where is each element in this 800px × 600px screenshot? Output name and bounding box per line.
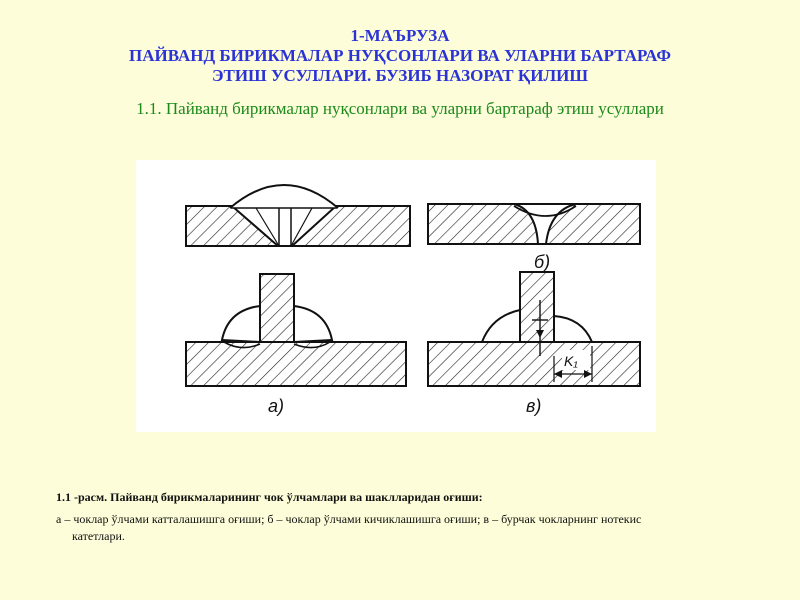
- butt-weld-undersized: [428, 204, 640, 244]
- label-b: б): [534, 252, 551, 272]
- description-line-2: катетлари.: [72, 529, 125, 543]
- lecture-number: 1-МАЪРУЗА: [350, 26, 450, 45]
- label-k1: K₁: [564, 353, 578, 369]
- title-block: [0, 26, 800, 86]
- label-v: в): [526, 396, 542, 416]
- figure-description: [56, 511, 776, 545]
- section-heading: 1.1. Пайванд бирикмалар нуқсонлари ва уларни бартараф этиш усуллари: [136, 99, 664, 118]
- label-a: а): [268, 396, 285, 416]
- weld-defects-figure: [136, 160, 656, 432]
- butt-weld-oversized: [186, 185, 410, 246]
- weld-drawing: [136, 160, 656, 432]
- lecture-title-line-2: ЭТИШ УСУЛЛАРИ. БУЗИБ НАЗОРАТ ҚИЛИШ: [211, 66, 589, 85]
- fillet-tjoint-oversized: [186, 274, 406, 386]
- fillet-tjoint-unequal-legs: [428, 272, 640, 386]
- lecture-title-line-1: ПАЙВАНД БИРИКМАЛАР НУҚСОНЛАРИ ВА УЛАРНИ БАРТАРАФ: [128, 46, 671, 65]
- description-line-1: а – чоклар ўлчами катталашишга оғиши; б – чоклар ўлчами кичиклашишга оғиши; в – бурчак чокларнинг нотекис: [56, 512, 642, 526]
- figure-caption: 1.1 -расм. Пайванд бирикмаларининг чок ўлчамлари ва шаклларидан оғиши:: [56, 490, 483, 504]
